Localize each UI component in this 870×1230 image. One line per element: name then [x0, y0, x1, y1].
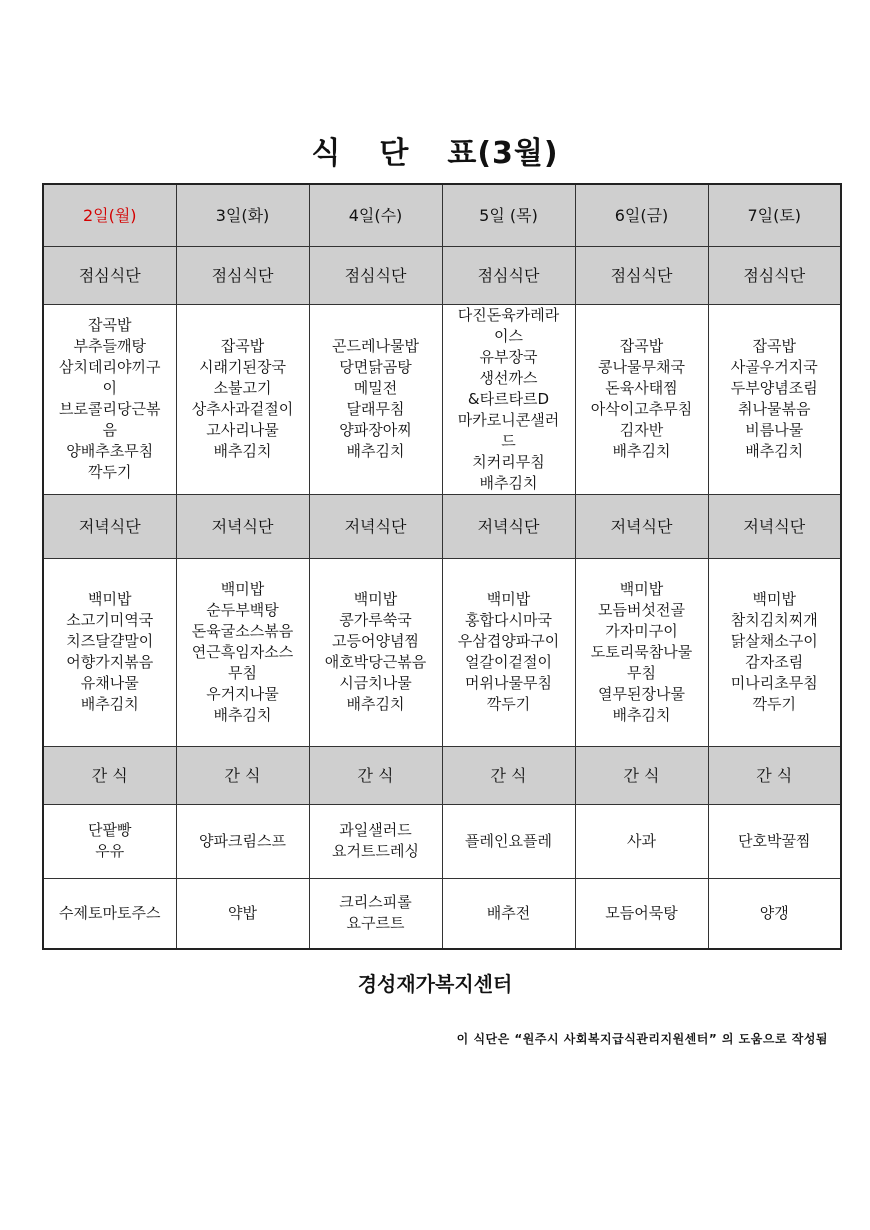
menu-item-line: 배추김치 — [745, 442, 804, 460]
menu-item-line: 유부장국 — [479, 347, 538, 366]
menu-item-line: 사과 — [627, 831, 656, 850]
menu-item-line: 고등어양념찜 — [332, 632, 419, 650]
menu-item-line: 무침 — [228, 663, 257, 682]
menu-item-line: 치즈달걀말이 — [66, 632, 154, 650]
menu-item-line: 배추김치 — [346, 695, 405, 713]
menu-item-line: 모듬어묵탕 — [605, 903, 678, 922]
day-header-1: 3일(화) — [176, 184, 309, 246]
menu-item-line: 연근흑임자소스 — [191, 642, 294, 661]
menu-item-line: 당면닭곰탕 — [339, 358, 412, 376]
menu-table — [42, 183, 842, 950]
menu-item-line: 우거지나물 — [206, 684, 279, 703]
dinner-label: 저녁식단 — [309, 494, 442, 558]
snack-cell — [442, 804, 575, 878]
menu-item-line: &타르타르D — [467, 389, 550, 408]
menu-item-line: 시래기된장국 — [199, 358, 286, 376]
lunch-label: 점심식단 — [43, 246, 176, 304]
menu-item-line: 순두부백탕 — [206, 600, 279, 619]
day-header-row — [43, 184, 841, 246]
menu-item-line: 요거트드레싱 — [332, 842, 419, 860]
snack-cell — [575, 878, 708, 949]
menu-item-line: 깍두기 — [88, 463, 132, 481]
menu-item-line: 감자조림 — [745, 653, 804, 671]
menu-item-line: 소불고기 — [213, 379, 272, 397]
menu-item-line: 생선까스 — [479, 368, 538, 387]
menu-item-line: 콩나물무채국 — [598, 358, 685, 376]
snack-row-2 — [43, 878, 841, 949]
day-header-2: 4일(수) — [309, 184, 442, 246]
menu-item-line: 홍합다시마국 — [465, 611, 552, 629]
menu-item-line: 아삭이고추무침 — [590, 400, 693, 418]
menu-item-line: 깍두기 — [486, 695, 531, 713]
snack-cell — [575, 804, 708, 878]
snack-label: 간 식 — [43, 746, 176, 804]
dinner-label-row — [43, 494, 841, 558]
title-part-1: 식 — [311, 136, 342, 171]
menu-item-line: 비름나물 — [745, 421, 804, 439]
snack-cell — [309, 804, 442, 878]
menu-item-line: 고사리나물 — [206, 421, 279, 439]
menu-item-line: 얼갈이겉절이 — [465, 653, 552, 671]
lunch-menu-cell — [176, 304, 309, 494]
snack-cell — [442, 878, 575, 949]
menu-item-line: 배추김치 — [80, 695, 139, 713]
dinner-menu-row — [43, 558, 841, 746]
menu-item-line: 드 — [501, 431, 516, 450]
snack-label: 간 식 — [575, 746, 708, 804]
dinner-menu-cell — [309, 558, 442, 746]
lunch-menu-cell — [708, 304, 841, 494]
menu-item-line: 백미밥 — [220, 579, 265, 598]
menu-item-line: 백미밥 — [88, 590, 132, 608]
snack-cell — [708, 878, 841, 949]
lunch-label: 점심식단 — [442, 246, 575, 304]
snack-label-row — [43, 746, 841, 804]
snack-cell — [708, 804, 841, 878]
menu-item-line: 가자미구이 — [605, 621, 678, 640]
menu-item-line: 양파장아찌 — [339, 421, 412, 439]
menu-item-line: 플레인요플레 — [465, 831, 552, 850]
menu-item-line: 부추들깨탕 — [73, 337, 146, 355]
lunch-menu-row — [43, 304, 841, 494]
menu-item-line: 열무된장나물 — [598, 684, 685, 703]
lunch-menu-cell — [442, 304, 575, 494]
menu-item-line: 백미밥 — [353, 590, 398, 608]
menu-item-line: 돈육사태찜 — [605, 379, 678, 397]
menu-item-line: 닭살채소구이 — [730, 632, 818, 650]
day-header-5: 7일(토) — [708, 184, 841, 246]
menu-item-line: 브로콜리당근볶 — [59, 400, 161, 418]
menu-item-line: 콩가루쑥국 — [339, 611, 412, 629]
lunch-menu-cell — [575, 304, 708, 494]
menu-item-line: 음 — [102, 421, 117, 439]
menu-item-line: 유채나물 — [80, 674, 139, 692]
menu-item-line: 우삼겹양파구이 — [457, 632, 560, 650]
menu-item-line: 약밥 — [228, 903, 257, 922]
menu-item-line: 잡곡밥 — [220, 337, 265, 355]
menu-item-line: 백미밥 — [619, 579, 664, 598]
menu-item-line: 돈육굴소스볶음 — [191, 621, 294, 640]
menu-item-line: 취나물볶음 — [738, 400, 811, 418]
footer-note: 이 식단은 “원주시 사회복지급식관리지원센터” 의 도움으로 작성됨 — [456, 1032, 828, 1046]
menu-item-line: 백미밥 — [752, 590, 796, 608]
title-part-3: 표(3월) — [447, 136, 559, 171]
menu-item-line: 치커리무침 — [472, 452, 545, 471]
lunch-label-row — [43, 246, 841, 304]
snack-cell — [309, 878, 442, 949]
menu-item-line: 김자반 — [619, 421, 664, 439]
menu-item-line: 배추김치 — [213, 442, 272, 460]
menu-item-line: 양파크림스프 — [199, 831, 286, 850]
page-title — [0, 128, 870, 172]
lunch-label: 점심식단 — [176, 246, 309, 304]
menu-item-line: 시금치나물 — [339, 674, 412, 692]
menu-item-line: 배추김치 — [612, 442, 671, 460]
menu-item-line: 배추김치 — [479, 473, 538, 492]
dinner-label: 저녁식단 — [176, 494, 309, 558]
dinner-label: 저녁식단 — [43, 494, 176, 558]
lunch-label: 점심식단 — [575, 246, 708, 304]
menu-item-line: 잡곡밥 — [88, 316, 132, 334]
menu-item-line: 도토리묵참나물 — [590, 642, 693, 661]
day-header-0: 2일(월) — [43, 184, 176, 246]
snack-label: 간 식 — [176, 746, 309, 804]
menu-item-line: 이스 — [494, 326, 523, 345]
menu-item-line: 곤드레나물밥 — [332, 337, 419, 355]
menu-item-line: 참치김치찌개 — [730, 611, 818, 629]
menu-item-line: 단호박꿀찜 — [738, 831, 811, 850]
menu-item-line: 과일샐러드 — [339, 821, 412, 839]
menu-item-line: 메밀전 — [353, 379, 398, 397]
snack-cell — [176, 804, 309, 878]
menu-item-line: 사골우거지국 — [730, 358, 818, 376]
dinner-label: 저녁식단 — [442, 494, 575, 558]
menu-item-line: 양갱 — [759, 903, 789, 922]
menu-item-line: 모듬버섯전골 — [598, 600, 685, 619]
menu-item-line: 삼치데리야끼구 — [59, 358, 161, 376]
dinner-menu-cell — [442, 558, 575, 746]
snack-cell — [43, 878, 176, 949]
menu-item-line: 미나리초무침 — [730, 674, 818, 692]
title-part-2: 단 — [379, 136, 410, 171]
menu-item-line: 잡곡밥 — [619, 337, 664, 355]
dinner-label: 저녁식단 — [708, 494, 841, 558]
menu-item-line: 이 — [102, 379, 117, 397]
snack-cell — [176, 878, 309, 949]
center-name: 경성재가복지센터 — [357, 972, 513, 996]
menu-item-line: 요구르트 — [346, 914, 405, 933]
snack-row-1 — [43, 804, 841, 878]
day-header-4: 6일(금) — [575, 184, 708, 246]
menu-item-line: 양배추초무침 — [66, 442, 154, 460]
snack-label: 간 식 — [708, 746, 841, 804]
lunch-label: 점심식단 — [309, 246, 442, 304]
menu-item-line: 다진돈육카레라 — [457, 305, 560, 324]
menu-item-line: 깍두기 — [752, 695, 796, 713]
menu-item-line: 잡곡밥 — [752, 337, 796, 355]
snack-cell — [43, 804, 176, 878]
menu-item-line: 수제토마토주스 — [59, 903, 161, 922]
menu-item-line: 우유 — [95, 842, 125, 860]
menu-item-line: 마카로니콘샐러 — [457, 410, 560, 429]
menu-item-line: 애호박당근볶음 — [324, 653, 427, 671]
dinner-menu-cell — [575, 558, 708, 746]
menu-item-line: 단팥빵 — [88, 821, 132, 839]
lunch-label: 점심식단 — [708, 246, 841, 304]
menu-item-line: 상추사과겉절이 — [191, 400, 294, 418]
snack-label: 간 식 — [442, 746, 575, 804]
dinner-label: 저녁식단 — [575, 494, 708, 558]
menu-item-line: 어향가지볶음 — [66, 653, 154, 671]
menu-item-line: 소고기미역국 — [66, 611, 154, 629]
lunch-menu-cell — [309, 304, 442, 494]
menu-item-line: 크리스피롤 — [339, 893, 412, 912]
menu-item-line: 달래무침 — [346, 400, 405, 418]
menu-item-line: 무침 — [627, 663, 656, 682]
menu-item-line: 배추김치 — [612, 705, 671, 724]
menu-item-line: 배추전 — [486, 903, 531, 922]
day-header-3: 5일 (목) — [442, 184, 575, 246]
menu-item-line: 배추김치 — [346, 442, 405, 460]
menu-item-line: 머위나물무침 — [465, 674, 552, 692]
snack-label: 간 식 — [309, 746, 442, 804]
dinner-menu-cell — [176, 558, 309, 746]
menu-item-line: 백미밥 — [486, 590, 531, 608]
menu-item-line: 두부양념조림 — [730, 379, 818, 397]
menu-item-line: 배추김치 — [213, 705, 272, 724]
dinner-menu-cell — [708, 558, 841, 746]
dinner-menu-cell — [43, 558, 176, 746]
lunch-menu-cell — [43, 304, 176, 494]
